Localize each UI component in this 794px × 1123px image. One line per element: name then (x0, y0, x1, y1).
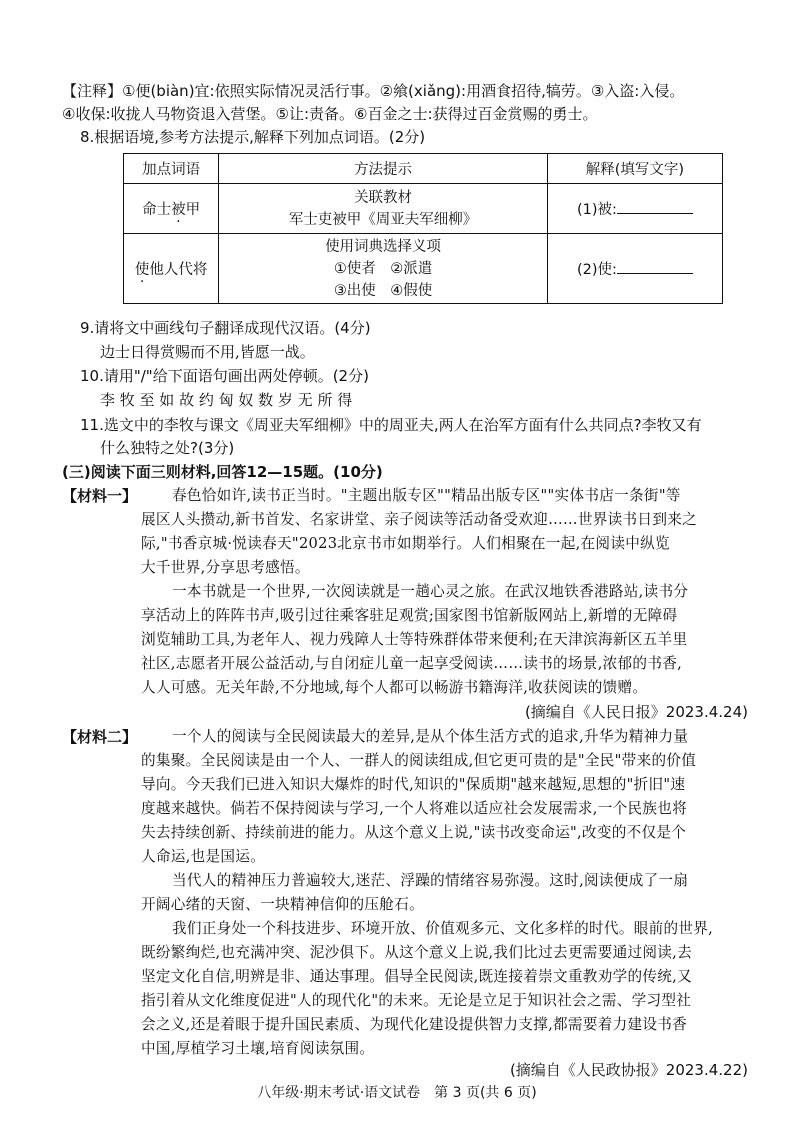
material-2-line: 中国,厚植学习土壤,培育阅读氛围。 (141, 1040, 375, 1057)
word-text: 他人代将 (149, 262, 208, 278)
notes-line-2: ④收保:收拢人马物资退入营堡。⑤让:责备。⑥百金之士:获得过百金赏赐的勇士。 (62, 105, 598, 123)
material-2-line: 开阔心绪的天窗、一块精神信仰的压舱石。 (141, 896, 424, 913)
hint-line: ③出使 ④假使 (333, 282, 433, 299)
word-cell (124, 234, 219, 304)
word-text: 甲 (185, 202, 201, 218)
material-2-source: (摘编自《人民政协报》2023.4.22) (509, 1061, 748, 1079)
material-1-line: 人人可感。无关年龄,不分地域,每个人都可以畅游书籍海洋,收获阅读的馈赠。 (141, 679, 648, 696)
material-2-line: 会之义,还是着眼于提升国民素质、为现代化建设提供智力支撑,都需要着力建设书香 (141, 1016, 688, 1033)
material-1-line: 大千世界,分享思考感悟。 (141, 559, 310, 576)
material-2-line: 人命运,也是国运。 (141, 848, 266, 865)
question-10-stem: 10.请用"/"给下面语句画出两处停顿。(2分) (80, 367, 369, 385)
answer-blank[interactable] (617, 259, 693, 274)
table-row (124, 234, 723, 304)
material-2-line: 既纷繁绚烂,也充满冲突、泥沙俱下。从这个意义上说,我们比过去更需要通过阅读,去 (141, 944, 692, 961)
hint-line: 军士吏被甲《周亚夫军细柳》 (288, 211, 478, 228)
material-2-line: 当代人的精神压力普遍较大,迷茫、浮躁的情绪容易弥漫。这时,阅读便成了一扇 (172, 872, 689, 889)
section-3-heading: (三)阅读下面三则材料,回答12—15题。(10分) (62, 463, 383, 481)
answer-blank[interactable] (617, 199, 693, 214)
answer-label: (2)使: (576, 262, 617, 278)
answer-cell[interactable] (547, 184, 722, 234)
material-2-line: 度越来越快。倘若不保持阅读与学习,一个人将难以适应社会发展需求,一个民族也将 (141, 800, 688, 817)
material-1-line: 社区,志愿者开展公益活动,与自闭症儿童一起享受阅读……读书的场景,浓郁的书香, (141, 655, 683, 672)
table-header-word: 加点词语 (124, 154, 219, 184)
material-2-line: 导向。今天我们已进入知识大爆炸的时代,知识的"保质期"越来越短,思想的"折旧"速 (141, 776, 686, 793)
table-header-hint: 方法提示 (219, 154, 547, 184)
question-8-stem: 8.根据语境,参考方法提示,解释下列加点词语。(2分) (80, 128, 426, 146)
material-2-line: 的集聚。全民阅读是由一个人、一群人的阅读组成,但它更可贵的是"全民"带来的价值 (141, 752, 697, 769)
question-10-sentence: 李 牧 至 如 故 约 匈 奴 数 岁 无 所 得 (100, 391, 353, 409)
word-text: 命士 (142, 202, 172, 218)
table-header-row (124, 154, 723, 184)
table-header-answer: 解释(填写文字) (547, 154, 722, 184)
table-row (124, 184, 723, 234)
material-2-label: 【材料二】 (62, 728, 138, 746)
answer-cell[interactable] (547, 234, 722, 304)
material-1-line: 一本书就是一个世界,一次阅读就是一趟心灵之旅。在武汉地铁香港路站,读书分 (172, 583, 689, 600)
answer-label: (1)被: (576, 202, 617, 218)
emphasized-char: 使 (134, 262, 150, 278)
material-2-line: 我们正身处一个科技进步、环境开放、价值观多元、文化多样的时代。眼前的世界, (172, 920, 714, 937)
material-1-source: (摘编自《人民日报》2023.4.24) (524, 703, 748, 721)
method-table (123, 153, 723, 304)
page-footer: 八年级·期末考试·语文试卷 第 3 页(共 6 页) (257, 1085, 537, 1101)
material-1-line: 际,"书香京城·悦读春天"2023北京书市如期举行。人们相聚在一起,在阅读中纵览 (141, 535, 670, 552)
material-2-line: 失去持续创新、持续前进的能力。从这个意义上说,"读书改变命运",改变的不仅是个 (141, 824, 687, 841)
material-2-line: 一个人的阅读与全民阅读最大的差异,是从个体生活方式的追求,升华为精神力量 (172, 728, 689, 745)
hint-cell (219, 184, 547, 234)
hint-line: ①使者 ②派遣 (333, 260, 433, 277)
word-cell (124, 184, 219, 234)
material-1-label: 【材料一】 (62, 487, 138, 505)
material-2-line: 指引着从文化维度促进"人的现代化"的未来。无论是立足于知识社会之需、学习型社 (141, 992, 692, 1009)
notes-line-1: 【注释】①便(biàn)宜:依照实际情况灵活行事。②飨(xiǎng):用酒食招待,犒劳。③入盗:入侵。 (62, 82, 685, 100)
hint-cell (219, 234, 547, 304)
hint-line: 关联教材 (354, 189, 413, 206)
hint-line: 使用词典选择义项 (325, 238, 442, 255)
material-1-line: 展区人头攒动,新书首发、名家讲堂、亲子阅读等活动备受欢迎……世界读书日到来之 (141, 511, 698, 528)
emphasized-char: 被 (171, 202, 186, 218)
question-9-stem: 9.请将文中画线句子翻译成现代汉语。(4分) (80, 319, 371, 337)
material-1-line: 浏览辅助工具,为老年人、视力残障人士等特殊群体带来便利;在天津滨海新区五羊里 (141, 631, 688, 648)
material-1-line: 春色恰如许,读书正当时。"主题出版专区""精品出版专区""实体书店一条街"等 (172, 487, 681, 504)
question-11-line-1: 11.选文中的李牧与课文《周亚夫军细柳》中的周亚夫,两人在治军方面有什么共同点?李牧又有 (80, 416, 702, 434)
material-2-line: 坚定文化自信,明辨是非、通达事理。倡导全民阅读,既连接着崇文重教劝学的传统,又 (141, 968, 692, 985)
material-1-line: 享活动上的阵阵书声,吸引过往乘客驻足观赏;国家图书馆新版网站上,新增的无障碍 (141, 607, 678, 624)
question-9-sentence: 边士日得赏赐而不用,皆愿一战。 (100, 343, 315, 361)
question-11-line-2: 什么独特之处?(3分) (100, 439, 235, 457)
